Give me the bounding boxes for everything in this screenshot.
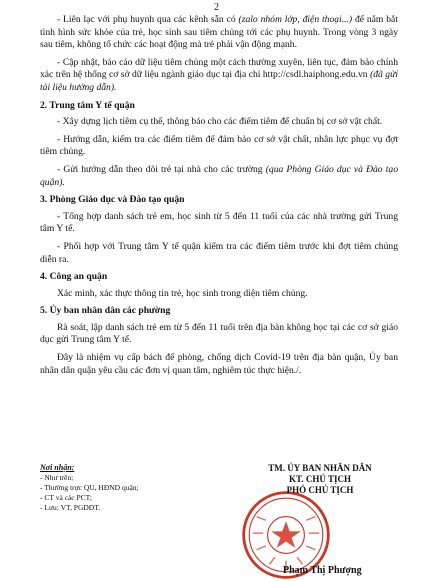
- recipient-item: - Thường trực QU, HĐND quận;: [40, 483, 139, 492]
- recipient-item: - Lưu: VT, PGDĐT.: [40, 503, 101, 512]
- text-run: - Cập nhật, báo cáo dữ liệu tiêm chủng một cách thường xuyên, liên tục, đảm bảo chính xác trên hệ thống cơ sở dữ liệu ngành giáo dục tại địa chỉ http://csdl.haiphong.edu.vn: [40, 56, 398, 81]
- section-heading-2: 2. Trung tâm Y tế quận: [40, 99, 135, 111]
- recipients-title: Nơi nhận:: [40, 463, 75, 472]
- signature-line-3: PHÓ CHỦ TỊCH: [286, 485, 354, 495]
- document-body: [40, 14, 398, 382]
- signer-name: Phạm Thị Phượng: [283, 565, 362, 576]
- paragraph: [40, 164, 398, 189]
- section-heading-5: 5. Ủy ban nhân dân các phường: [40, 305, 171, 317]
- section-heading-3: 3. Phòng Giáo dục và Đào tạo quận: [40, 194, 185, 206]
- text-run: - Liên lạc với phụ huynh qua các kênh sẵn có: [57, 14, 239, 25]
- recipient-item: - CT và các PCT;: [40, 493, 92, 502]
- document-footer: [40, 463, 410, 581]
- paragraph: - Xây dựng lịch tiêm cụ thể, thông báo cho các điểm tiêm để chuẩn bị cơ sở vật chất.: [57, 116, 383, 128]
- paragraph: Rà soát, lập danh sách trẻ em từ 5 đến 11 tuổi trên địa bàn không học tại các cơ sở giáo dục gửi Trung tâm Y tế.: [40, 321, 398, 346]
- paragraph-data-update: [40, 57, 398, 95]
- closing-paragraph: Đây là nhiệm vụ cấp bách để phòng, chống dịch Covid-19 trên địa bàn quận, Ủy ban nhân dân quận yêu cầu các đơn vị quan tâm, nghiêm túc thực hiện./.: [40, 352, 398, 376]
- paragraph: - Tổng hợp danh sách trẻ em, học sinh từ 5 đến 11 tuổi của các nhà trường gửi Trung tâm Y tế.: [40, 210, 398, 235]
- paragraph-contact-parents: [40, 14, 398, 52]
- text-run-italic: (zalo nhóm lớp, điện thoại...): [238, 14, 353, 25]
- text-run: để nắm bắt tình hình sức khỏe của trẻ, học sinh sau tiêm chủng tới các phụ huynh. Trong vòng 3 ngày sau tiêm, không tổ chức các hoạt động mà trẻ phải vận động mạnh.: [40, 14, 398, 51]
- signature-line-1: TM. ỦY BAN NHÂN DÂN: [268, 463, 372, 473]
- signature-line-2: KT. CHỦ TỊCH: [289, 474, 351, 484]
- recipients-block: [40, 463, 230, 513]
- text-run-italic: (đã gửi tài liệu hướng dẫn).: [40, 69, 399, 93]
- signature-block: [240, 463, 400, 496]
- paragraph: Xác minh, xác thực thông tin trẻ, học sinh trong diện tiêm chủng.: [57, 287, 308, 299]
- section-heading-4: 4. Công an quận: [40, 271, 108, 283]
- text-run: - Gửi hướng dẫn theo dõi trẻ tại nhà cho các trường: [57, 163, 266, 175]
- paragraph: - Hướng dẫn, kiểm tra các điểm tiêm để đảm bảo cơ sở vật chất, nhân lực phục vụ đợt tiêm chủng.: [40, 133, 398, 158]
- text-run-italic: (qua Phòng Giáo dục và Đào tạo quận).: [40, 163, 398, 188]
- paragraph: - Phối hợp với Trung tâm Y tế quận kiểm tra các điểm tiêm trước khi đợt tiêm chủng diễn ra.: [40, 240, 398, 265]
- page-number: 2: [214, 2, 219, 13]
- recipient-item: - Như trên;: [40, 473, 74, 482]
